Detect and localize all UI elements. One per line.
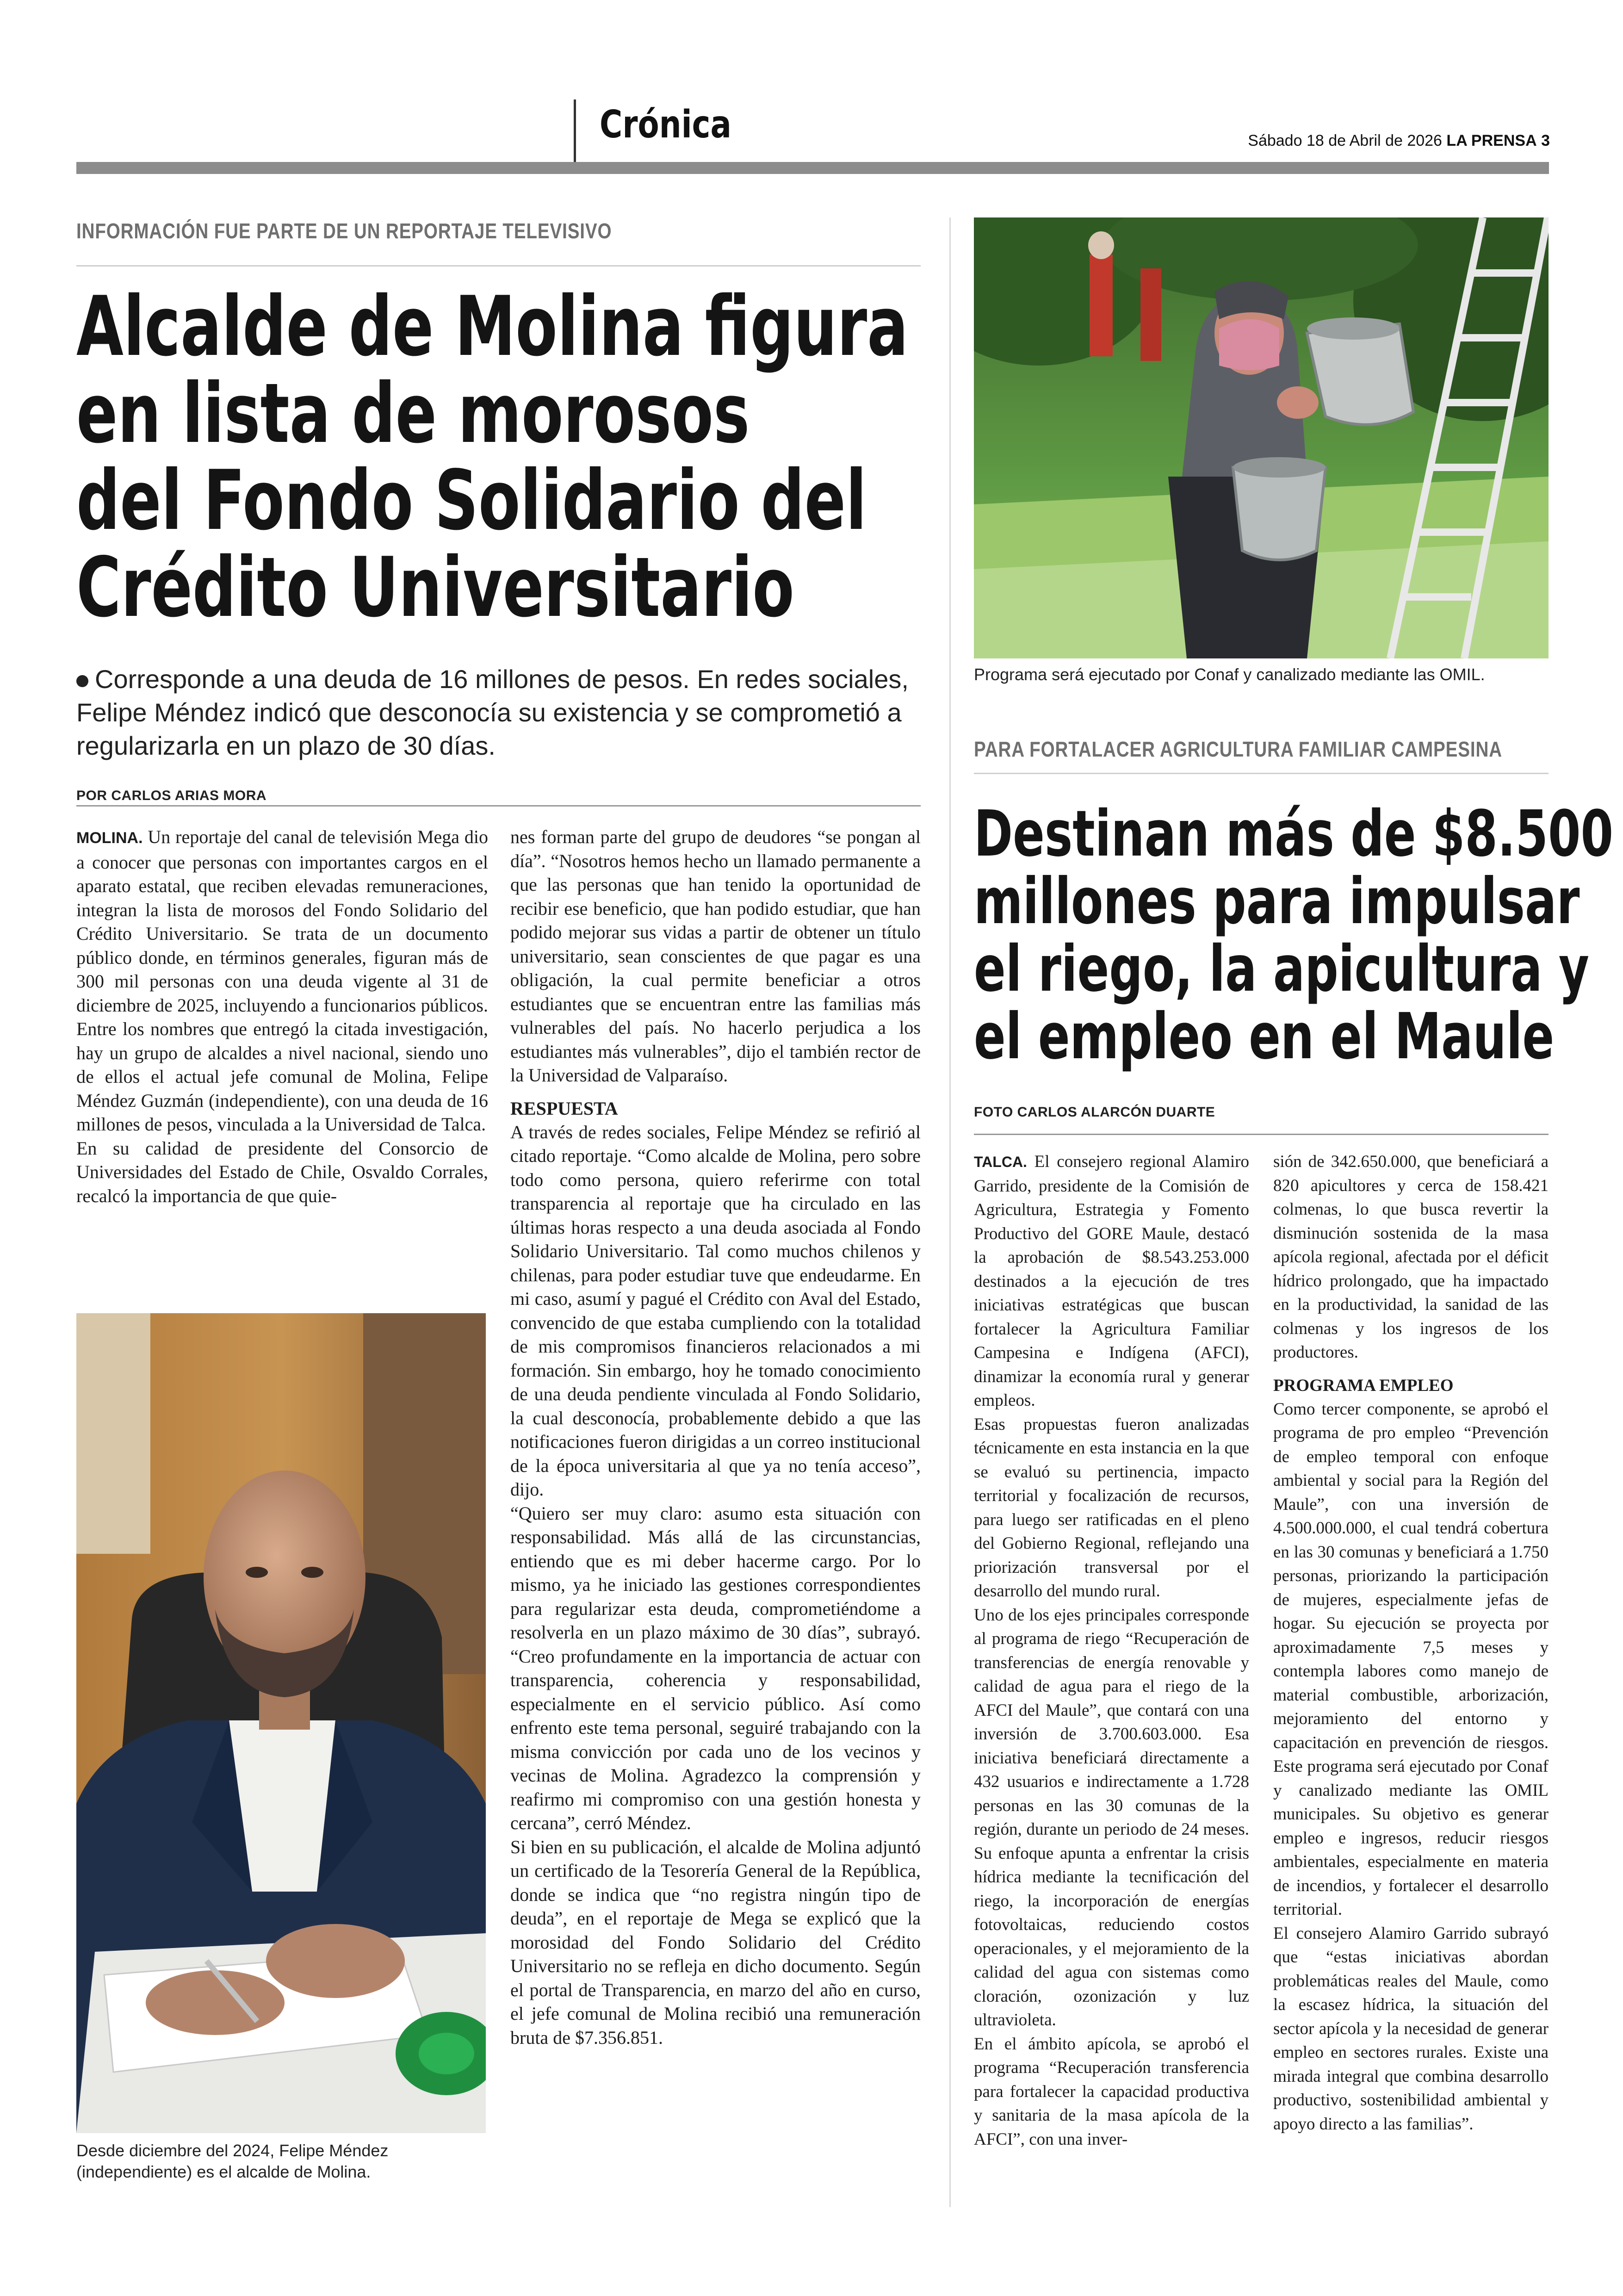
main-headline-line: Alcalde de Molina figura xyxy=(76,279,909,374)
main-summary xyxy=(76,663,918,763)
side-paragraph: El consejero Alamiro Garrido subrayó que “estas iniciativas abordan problemáticas reales del Maule, como la escasez hídrica, la situación del sector apícola y la necesidad de generar empleo en sectores rurales. Existe una mirada integral que combina desarrollo productivo, sostenibilidad ambiental y apoyo directo a las familias”. xyxy=(1273,1924,1549,2134)
main-column-2 xyxy=(510,825,921,2049)
side-credit-rule xyxy=(974,1134,1549,1135)
farmworker-photo xyxy=(974,217,1549,658)
side-paragraph: En el ámbito apícola, se aprobó el programa “Recuperación transferencia para fortalecer la capacidad productiva y sanitaria de la masa apícola de la AFCI”, con una inver- xyxy=(974,2034,1249,2149)
bullet-icon xyxy=(76,675,88,687)
side-headline xyxy=(974,797,1614,1074)
page-number: 3 xyxy=(1541,132,1550,149)
main-paragraph: En su calidad de presidente del Consorcio de Universidades del Estado de Chile, Osvaldo Corrales, recalcó la importancia de que quie- xyxy=(76,1137,488,1206)
main-byline: POR CARLOS ARIAS MORA xyxy=(76,788,267,803)
side-kicker-rule xyxy=(974,773,1549,774)
main-headline-line: Crédito Universitario xyxy=(76,540,794,635)
main-paragraph: A través de redes sociales, Felipe Méndez se refirió al citado reportaje. “Como alcalde de Molina, pero sobre todo como persona, quiero referirme con total transparencia al reportaje que ha circulado en las últimas horas respecto a una deuda asociada al Fondo Solidario Universitario. Tal como muchos chilenos y chilenas, para poder estudiar tuve que endeudarme. En mi caso, asumí y pagué el Crédito con Aval del Estado, convencido de que estaba cumpliendo con la totalidad de mis compromisos financieros relacionados a mi formación. Sin embargo, hoy he tomado conocimiento de una deuda pendiente vinculada al Fondo Solidario, la cual desconocía, probablemente debido a que las notificaciones fueron dirigidas a un correo institucional de la época universitaria al que ya no tenía acceso”, dijo. xyxy=(510,1121,921,1500)
side-column-2 xyxy=(1273,1150,1549,2136)
main-paragraph: Un reportaje del canal de televisión Mega dio a conocer que personas con importantes cargos en el aparato estatal, que reciben elevadas remuneraciones, integran la lista de morosos del Fondo Solidario del Crédito Universitario. Se trata de un documento público donde, en términos generales, figuran más de 300 mil personas con una deuda vigente al 31 de diciembre de 2025, incluyendo a funcionarios públicos. Entre los nombres que entregó la citada investigación, hay un grupo de alcaldes a nivel nacional, siendo uno de ellos el actual jefe comunal de Molina, Felipe Méndez Guzmán (independiente), con una deuda de 16 millones de pesos, vinculada a la Universidad de Talca. xyxy=(76,826,488,1135)
masthead-divider xyxy=(574,99,576,164)
masthead-date-line xyxy=(1248,132,1550,150)
main-byline-rule xyxy=(76,805,921,807)
main-dateline: MOLINA. xyxy=(76,829,143,847)
section-title: Crónica xyxy=(600,103,731,147)
main-kicker-rule xyxy=(76,265,921,267)
side-paragraph: Esas propuestas fueron analizadas técnicamente en esta instancia en la que se evaluó su pertinencia, impacto territorial y focalización de recursos, para luego ser ratificadas en el pleno del Gobierno Regional, reflejando una priorización transversal por el desarrollo del mundo rural. xyxy=(974,1415,1249,1601)
main-headline xyxy=(76,279,909,635)
alcalde-photo-illustration xyxy=(76,1313,486,2133)
side-headline-line: Destinan más de $8.500 xyxy=(974,797,1614,871)
main-paragraph: nes forman parte del grupo de deudores “se pongan al día”. “Nosotros hemos hecho un llamado permanente a que las personas que han tenido la oportunidad de recibir ese beneficio, que han podido estudiar, que han podido mejorar sus vidas a partir de obtener un título universitario, sean conscientes de que pagar es una obligación, la cual permite beneficiar a otros estudiantes que se encuentran entre las familias más vulnerables del país. No hacerlo perjudica a los estudiantes más vulnerables”, dijo el también rector de la Universidad de Valparaíso. xyxy=(510,826,921,1086)
side-headline-line: el riego, la apicultura y xyxy=(974,932,1589,1006)
side-paragraph: El consejero regional Alamiro Garrido, presidente de la Comisión de Agricultura, Estrategia y Fomento Productivo del GORE Maule, destacó la aprobación de $8.543.253.000 destinados a la ejecución de tres iniciativas estratégicas que buscan fortalecer la Agricultura Familiar Campesina e Indígena (AFCI), dinamizar la economía rural y generar empleos. xyxy=(974,1152,1249,1410)
main-headline-line: del Fondo Solidario del xyxy=(76,453,867,548)
main-column-1 xyxy=(76,825,488,1208)
main-kicker: INFORMACIÓN FUE PARTE DE UN REPORTAJE TELEVISIVO xyxy=(76,219,612,243)
side-paragraph: Uno de los ejes principales corresponde al programa de riego “Recuperación de transferencias de energía renovable y calidad de agua para el riego de la AFCI del Maule”, que contará con una inversión de 3.700.603.000. Esa iniciativa beneficiará directamente a 432 usuarios e indirectamente a 1.728 personas en las 30 comunas de la región, durante un periodo de 24 meses. Su enfoque apunta a enfrentar la crisis hídrica mediante la tecnificación del riego, la incorporación de energías fotovoltaicas, reduciendo costos operacionales, y el mejoramiento de la calidad del agua con sistemas como cloración, ozonización y luz ultravioleta. xyxy=(974,1605,1249,2029)
publication-name: LA PRENSA xyxy=(1446,132,1537,149)
alcalde-photo-caption: Desde diciembre del 2024, Felipe Méndez (independiente) es el alcalde de Molina. xyxy=(76,2141,389,2181)
side-headline-line: millones para impulsar xyxy=(974,865,1580,938)
subhead-respuesta: RESPUESTA xyxy=(510,1098,618,1119)
issue-date: Sábado 18 de Abril de 2026 xyxy=(1248,132,1442,149)
subhead-programa-empleo: PROGRAMA EMPLEO xyxy=(1273,1376,1454,1395)
main-paragraph: “Quiero ser muy claro: asumo esta situación con responsabilidad. Más allá de las circunstancias, entiendo que es mi deber hacerme cargo. Por lo mismo, ya he iniciado las gestiones correspondientes para regularizar esta deuda, comprometiéndome a resolverla en un plazo máximo de 30 días”, subrayó. “Creo profundamente en la importancia de actuar con transparencia, coherencia y responsabilidad, especialmente en el servicio público. Así como enfrento este tema personal, seguiré trabajando con la misma convicción por cada uno de los vecinos y vecinas de Molina. Agradezco la comprensión y reafirmo mi compromiso con una gestión honesta y cercana”, cerró Méndez. xyxy=(510,1502,921,1833)
alcalde-photo xyxy=(76,1313,486,2133)
side-dateline: TALCA. xyxy=(974,1154,1027,1170)
masthead-rule xyxy=(76,162,1549,174)
main-summary-text: Corresponde a una deuda de 16 millones de pesos. En redes sociales, Felipe Méndez indicó que desconocía su existencia y se comprometió a regularizarla en un plazo de 30 días. xyxy=(76,664,909,760)
side-paragraph: Como tercer componente, se aprobó el programa de pro empleo “Prevención de empleo temporal con enfoque ambiental y social para la Región del Maule”, con una inversión de 4.500.000.000, el cual tendrá cobertura en las 30 comunas y beneficiará a 1.750 personas, priorizando la participación de mujeres, especialmente jefas de hogar. Su ejecución se proyecta por aproximadamente 7,5 meses y contempla labores como manejo de material combustible, arborización, mejoramiento del entorno y capacitación en prevención de riesgos. Este programa será ejecutado por Conaf y canalizado mediante las OMIL municipales. Su objetivo es generar empleo e ingresos, reducir riesgos ambientales, especialmente en materia de incendios, y fortalecer el desarrollo territorial. xyxy=(1273,1399,1549,1919)
side-paragraph: sión de 342.650.000, que beneficiará a 820 apicultores y cerca de 158.421 colmenas, lo que busca revertir la disminución sostenida de la masa apícola regional, afectada por el déficit hídrico prolongado, que ha impactado en la productividad, la sanidad de las colmenas y los ingresos de los productores. xyxy=(1273,1152,1549,1362)
main-paragraph: Si bien en su publicación, el alcalde de Molina adjuntó un certificado de la Tesorería General de la República, donde se indica que “no registra ningún tipo de deuda”, en el reportaje de Mega se explicó que la morosidad del Fondo Solidario del Crédito Universitario no se refleja en dicho documento. Según el portal de Transparencia, en marzo del año en curso, el jefe comunal de Molina recibió una remuneración bruta de $7.356.851. xyxy=(510,1836,921,2048)
side-column-1 xyxy=(974,1150,1249,2151)
side-photo-credit: FOTO CARLOS ALARCÓN DUARTE xyxy=(974,1105,1215,1120)
side-headline-line: el empleo en el Maule xyxy=(974,1000,1555,1074)
side-kicker: PARA FORTALACER AGRICULTURA FAMILIAR CAMPESINA xyxy=(974,737,1502,761)
farmworker-photo-caption: Programa será ejecutado por Conaf y canalizado mediante las OMIL. xyxy=(974,665,1485,684)
main-headline-line: en lista de morosos xyxy=(76,366,750,461)
column-divider xyxy=(949,217,951,2207)
farmworker-photo-illustration xyxy=(974,217,1549,658)
